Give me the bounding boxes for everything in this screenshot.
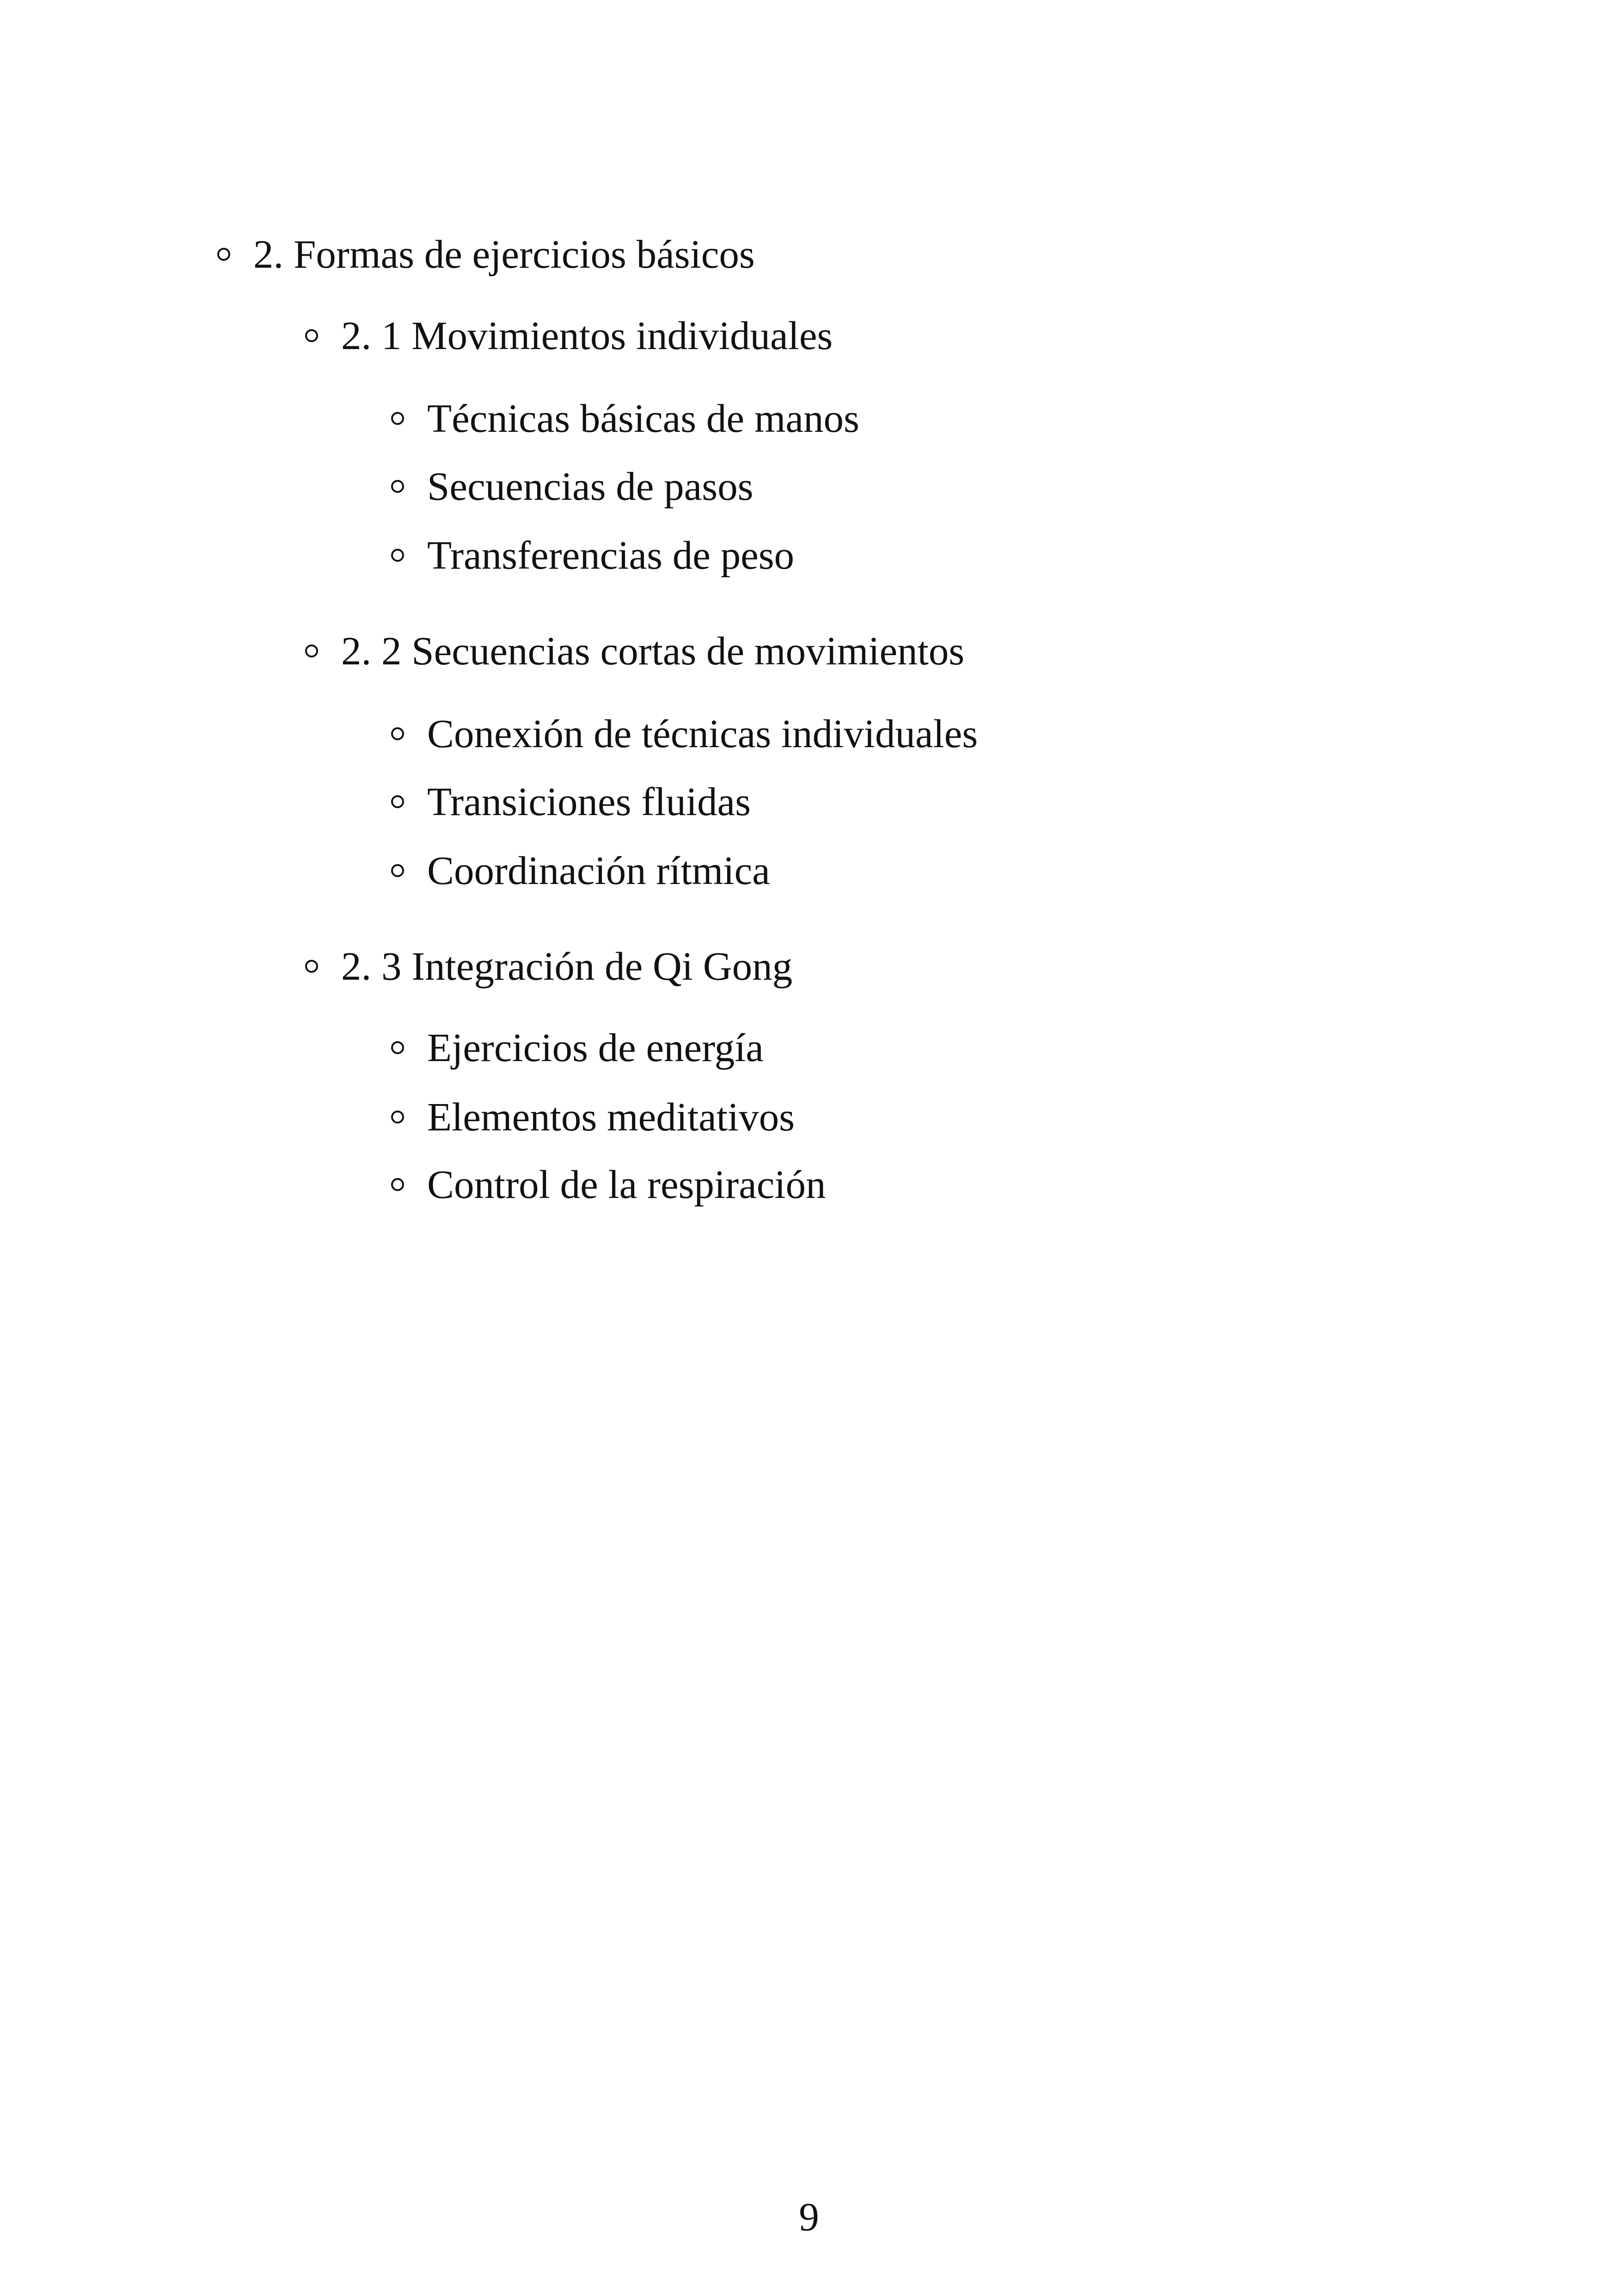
subitem-text: Secuencias de pasos [427,464,754,509]
circle-bullet-icon [305,329,318,342]
subitem-text: Transferencias de peso [427,533,795,577]
section-heading-text: 2. 3 Integración de Qi Gong [341,944,793,988]
subitem-text: Técnicas básicas de manos [427,396,859,441]
subitem-text: Coordinación rítmica [427,848,770,893]
circle-bullet-icon [391,1111,404,1123]
outline-section-heading [305,623,964,679]
circle-bullet-icon [391,480,404,493]
circle-bullet-icon [391,412,404,425]
circle-bullet-icon [391,1041,404,1054]
outline-item-text: 2. Formas de ejercicios básicos [253,232,755,276]
circle-bullet-icon [391,795,404,808]
circle-bullet-icon [217,248,230,261]
page-number: 9 [799,2194,819,2239]
subitem-text: Control de la respiración [427,1162,826,1207]
circle-bullet-icon [305,960,318,973]
outline-section-heading [305,939,792,994]
subitem-text: Ejercicios de energía [427,1025,764,1070]
outline-section-heading [305,308,833,363]
outline-subitem [391,1089,795,1145]
outline-subitem [391,1157,826,1212]
outline-subitem [391,528,794,583]
subitem-text: Elementos meditativos [427,1094,795,1139]
circle-bullet-icon [391,864,404,877]
circle-bullet-icon [305,645,318,657]
outline-subitem [391,1020,764,1075]
circle-bullet-icon [391,549,404,562]
outline-subitem [391,459,753,514]
outline-subitem [391,774,751,829]
outline-item-level1 [217,227,755,282]
circle-bullet-icon [391,727,404,740]
outline-subitem [391,843,770,898]
outline-subitem [391,706,978,761]
subitem-text: Conexión de técnicas individuales [427,711,978,756]
circle-bullet-icon [391,1178,404,1191]
subitem-text: Transiciones fluidas [427,779,751,824]
section-heading-text: 2. 1 Movimientos individuales [341,313,833,358]
outline-subitem [391,391,859,446]
section-heading-text: 2. 2 Secuencias cortas de movimientos [341,628,965,673]
